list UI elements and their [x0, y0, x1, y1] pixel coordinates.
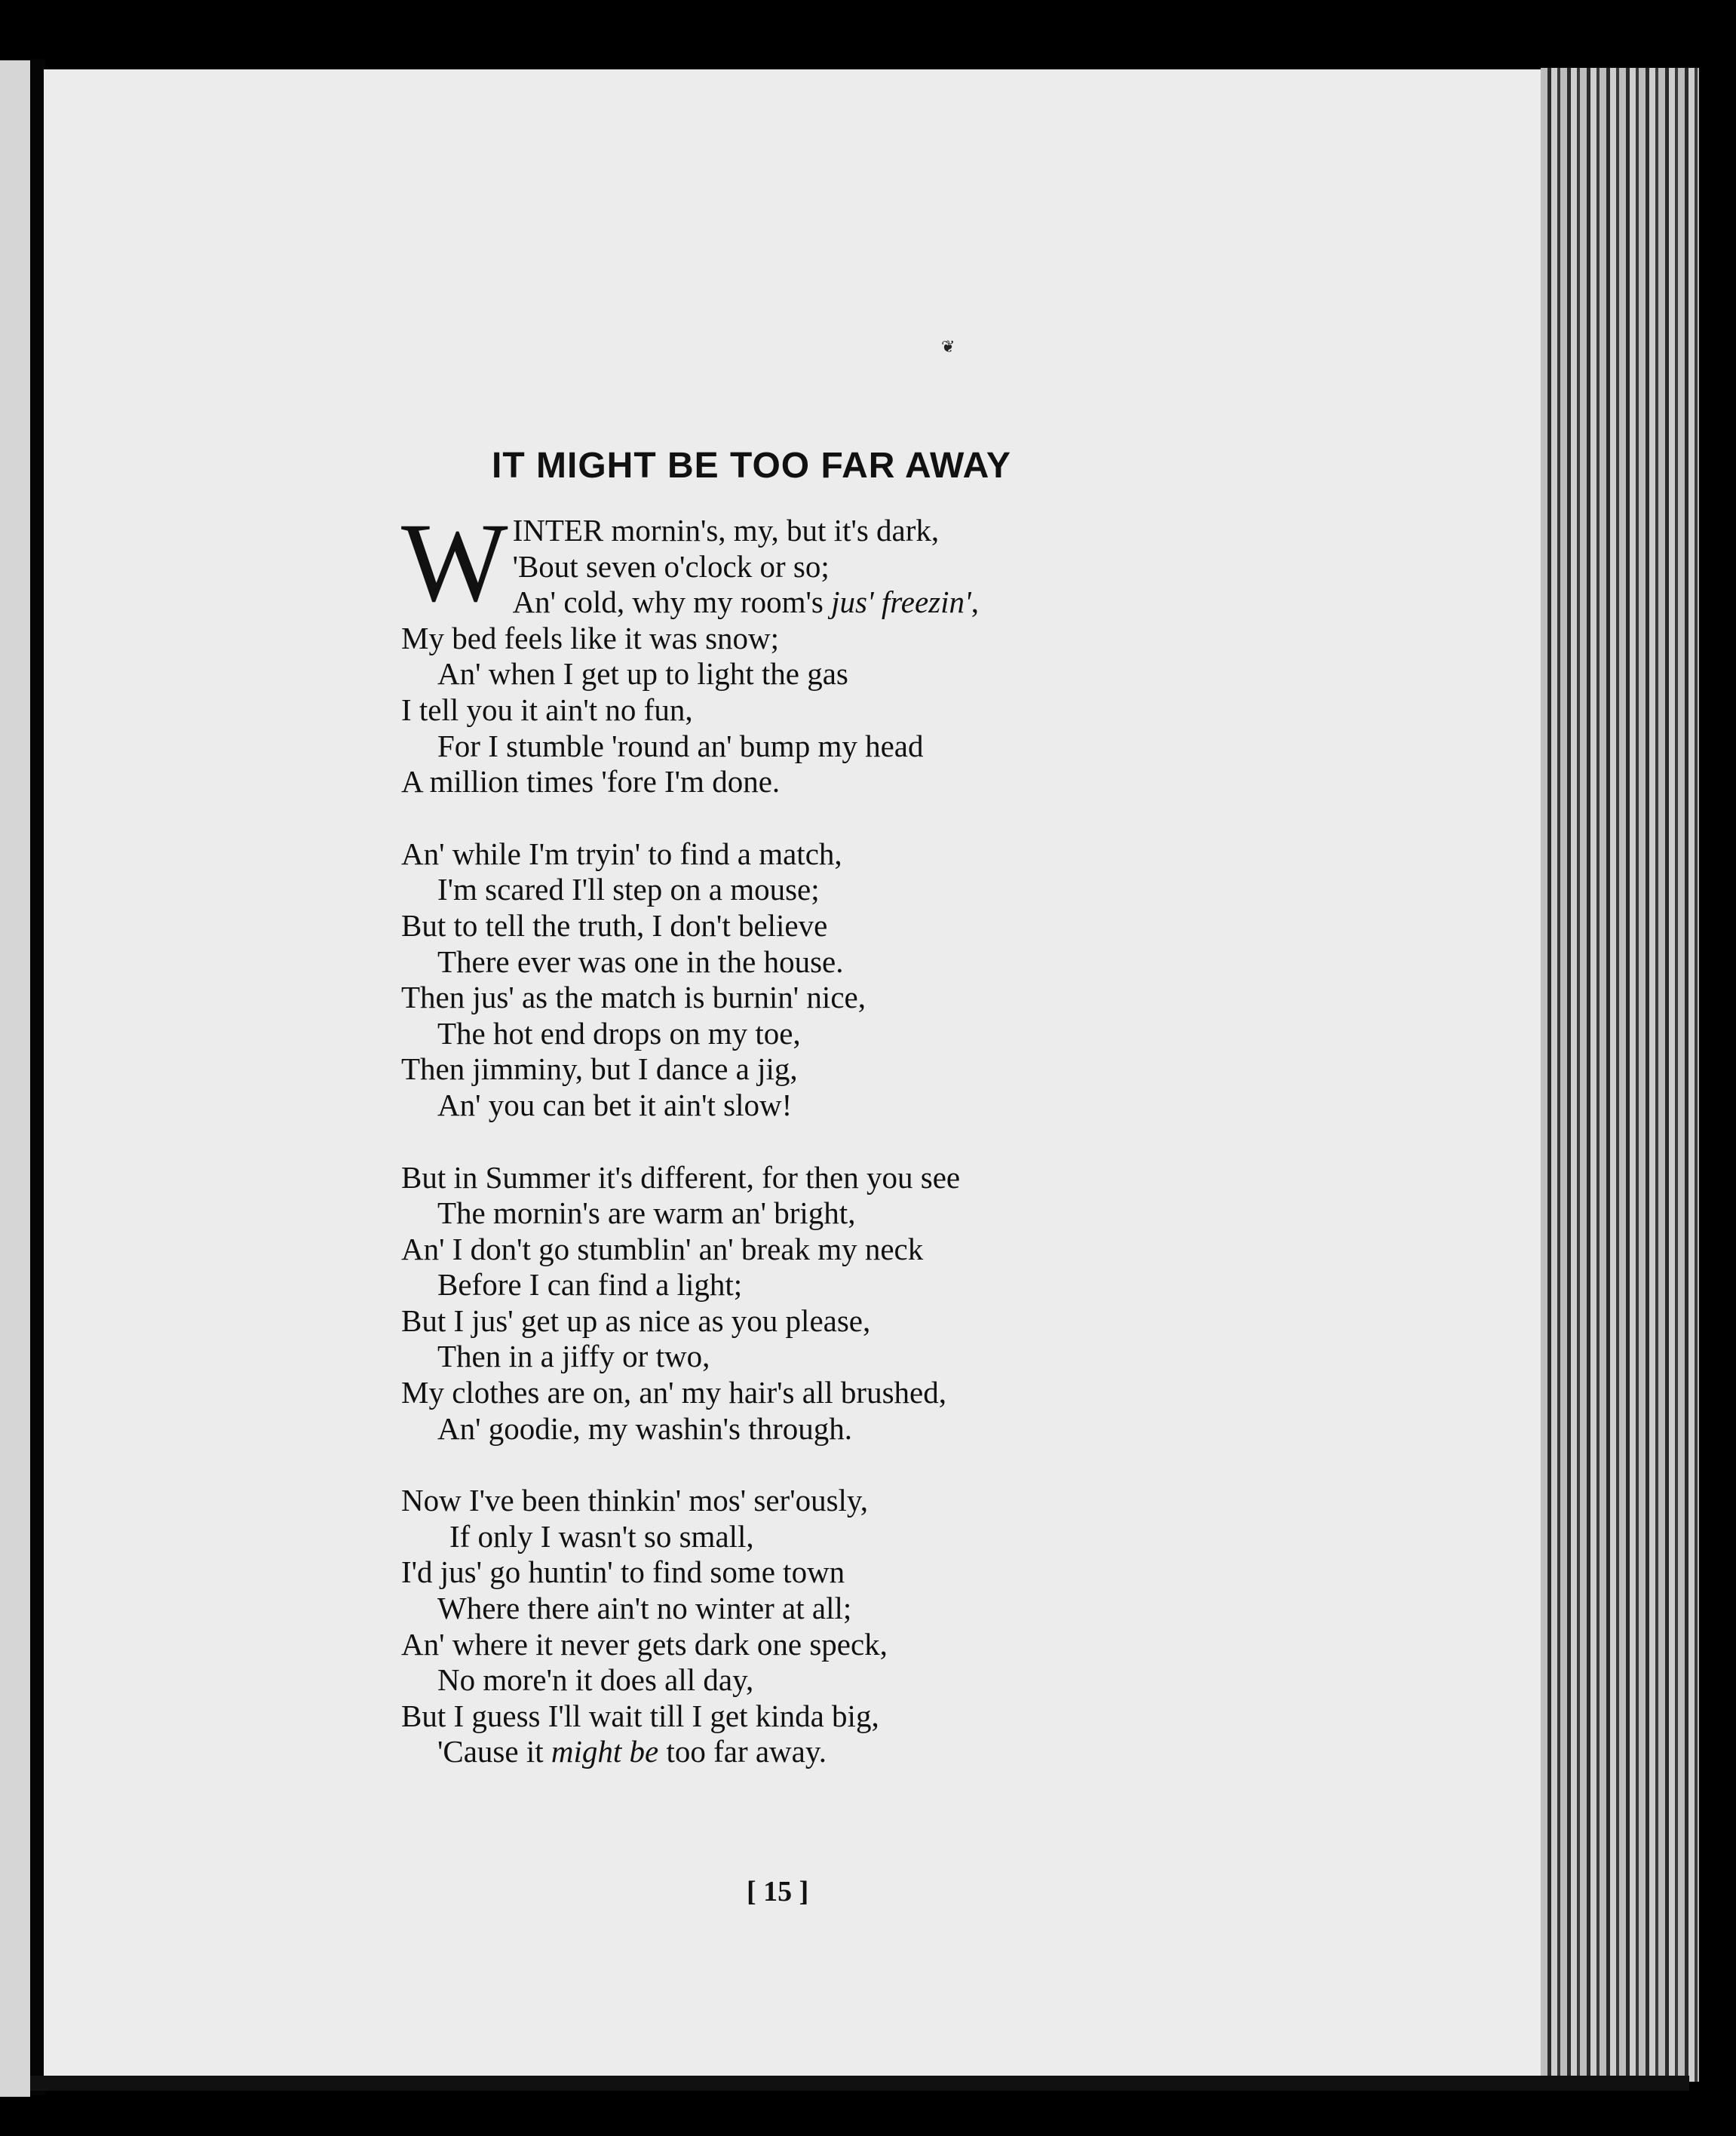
page-number: [ 15 ]	[747, 1876, 809, 1907]
page-bottom-shadow	[30, 2076, 1689, 2091]
poem-line: I'm scared I'll step on a mouse;	[437, 872, 820, 907]
poem-line: An' I don't go stumblin' an' break my neck	[401, 1231, 924, 1266]
poem-line	[401, 585, 1246, 621]
stanza-3	[401, 1160, 1246, 1447]
poem-line: An' goodie, my washin's through.	[437, 1410, 853, 1446]
poem-line: But I jus' get up as nice as you please,	[401, 1303, 871, 1338]
italic-text: might be	[551, 1734, 659, 1769]
poem-title: IT MIGHT BE TOO FAR AWAY	[492, 446, 1011, 486]
poem-line: For I stumble 'round an' bump my head	[437, 728, 924, 763]
poem-line: But to tell the truth, I don't believe	[401, 907, 828, 943]
poem-line: There ever was one in the house.	[437, 944, 844, 979]
line-text: too far away.	[658, 1734, 827, 1769]
line-text: ,	[971, 585, 980, 620]
italic-text: jus' freezin'	[831, 585, 971, 620]
poem-line: Where there ain't no winter at all;	[437, 1591, 852, 1626]
poem-line: If only I wasn't so small,	[449, 1518, 754, 1554]
left-page-edge	[0, 60, 30, 2097]
poem-line: I tell you it ain't no fun,	[401, 692, 693, 727]
drop-cap: W	[401, 500, 508, 625]
poem-line: An' when I get up to light the gas	[437, 656, 848, 692]
poem-line: An' while I'm tryin' to find a match,	[401, 836, 842, 871]
poem-line: An' where it never gets dark one speck,	[401, 1626, 888, 1662]
stanza-4	[401, 1483, 1246, 1770]
line-text: An' cold, why my room's	[512, 585, 832, 620]
stanza-2	[401, 836, 1246, 1124]
poem-line: Then jimminy, but I dance a jig,	[401, 1051, 798, 1087]
poem-line	[401, 1734, 1246, 1770]
stanza-1	[401, 500, 1246, 800]
poem-line: Then jus' as the match is burnin' nice,	[401, 980, 866, 1015]
poem-line: The mornin's are warm an' bright,	[437, 1195, 856, 1231]
poem-line: The hot end drops on my toe,	[437, 1015, 801, 1051]
ornament-icon: ❦	[941, 337, 955, 356]
poem-line: Then in a jiffy or two,	[437, 1339, 710, 1374]
poem-line: I'd jus' go huntin' to find some town	[401, 1554, 845, 1590]
poem-line: Now I've been thinkin' mos' ser'ously,	[401, 1483, 869, 1518]
poem-line: A million times 'fore I'm done.	[401, 764, 781, 799]
poem-body	[401, 500, 1246, 1770]
book-gutter	[30, 59, 45, 2095]
poem-line: But in Summer it's different, for then you see	[401, 1159, 961, 1195]
poem-line: No more'n it does all day,	[437, 1662, 754, 1698]
poem-line: Before I can find a light;	[437, 1267, 743, 1303]
poem-line: INTER mornin's, my, but it's dark,	[512, 513, 940, 548]
poem-line: An' you can bet it ain't slow!	[437, 1087, 793, 1122]
poem-line: My bed feels like it was snow;	[401, 620, 780, 655]
poem-line: 'Bout seven o'clock or so;	[512, 548, 830, 584]
stacked-page-edges	[1541, 68, 1699, 2082]
poem-line: But I guess I'll wait till I get kinda big,	[401, 1698, 879, 1733]
line-text: 'Cause it	[437, 1734, 551, 1769]
poem-line: My clothes are on, an' my hair's all brushed,	[401, 1375, 946, 1410]
